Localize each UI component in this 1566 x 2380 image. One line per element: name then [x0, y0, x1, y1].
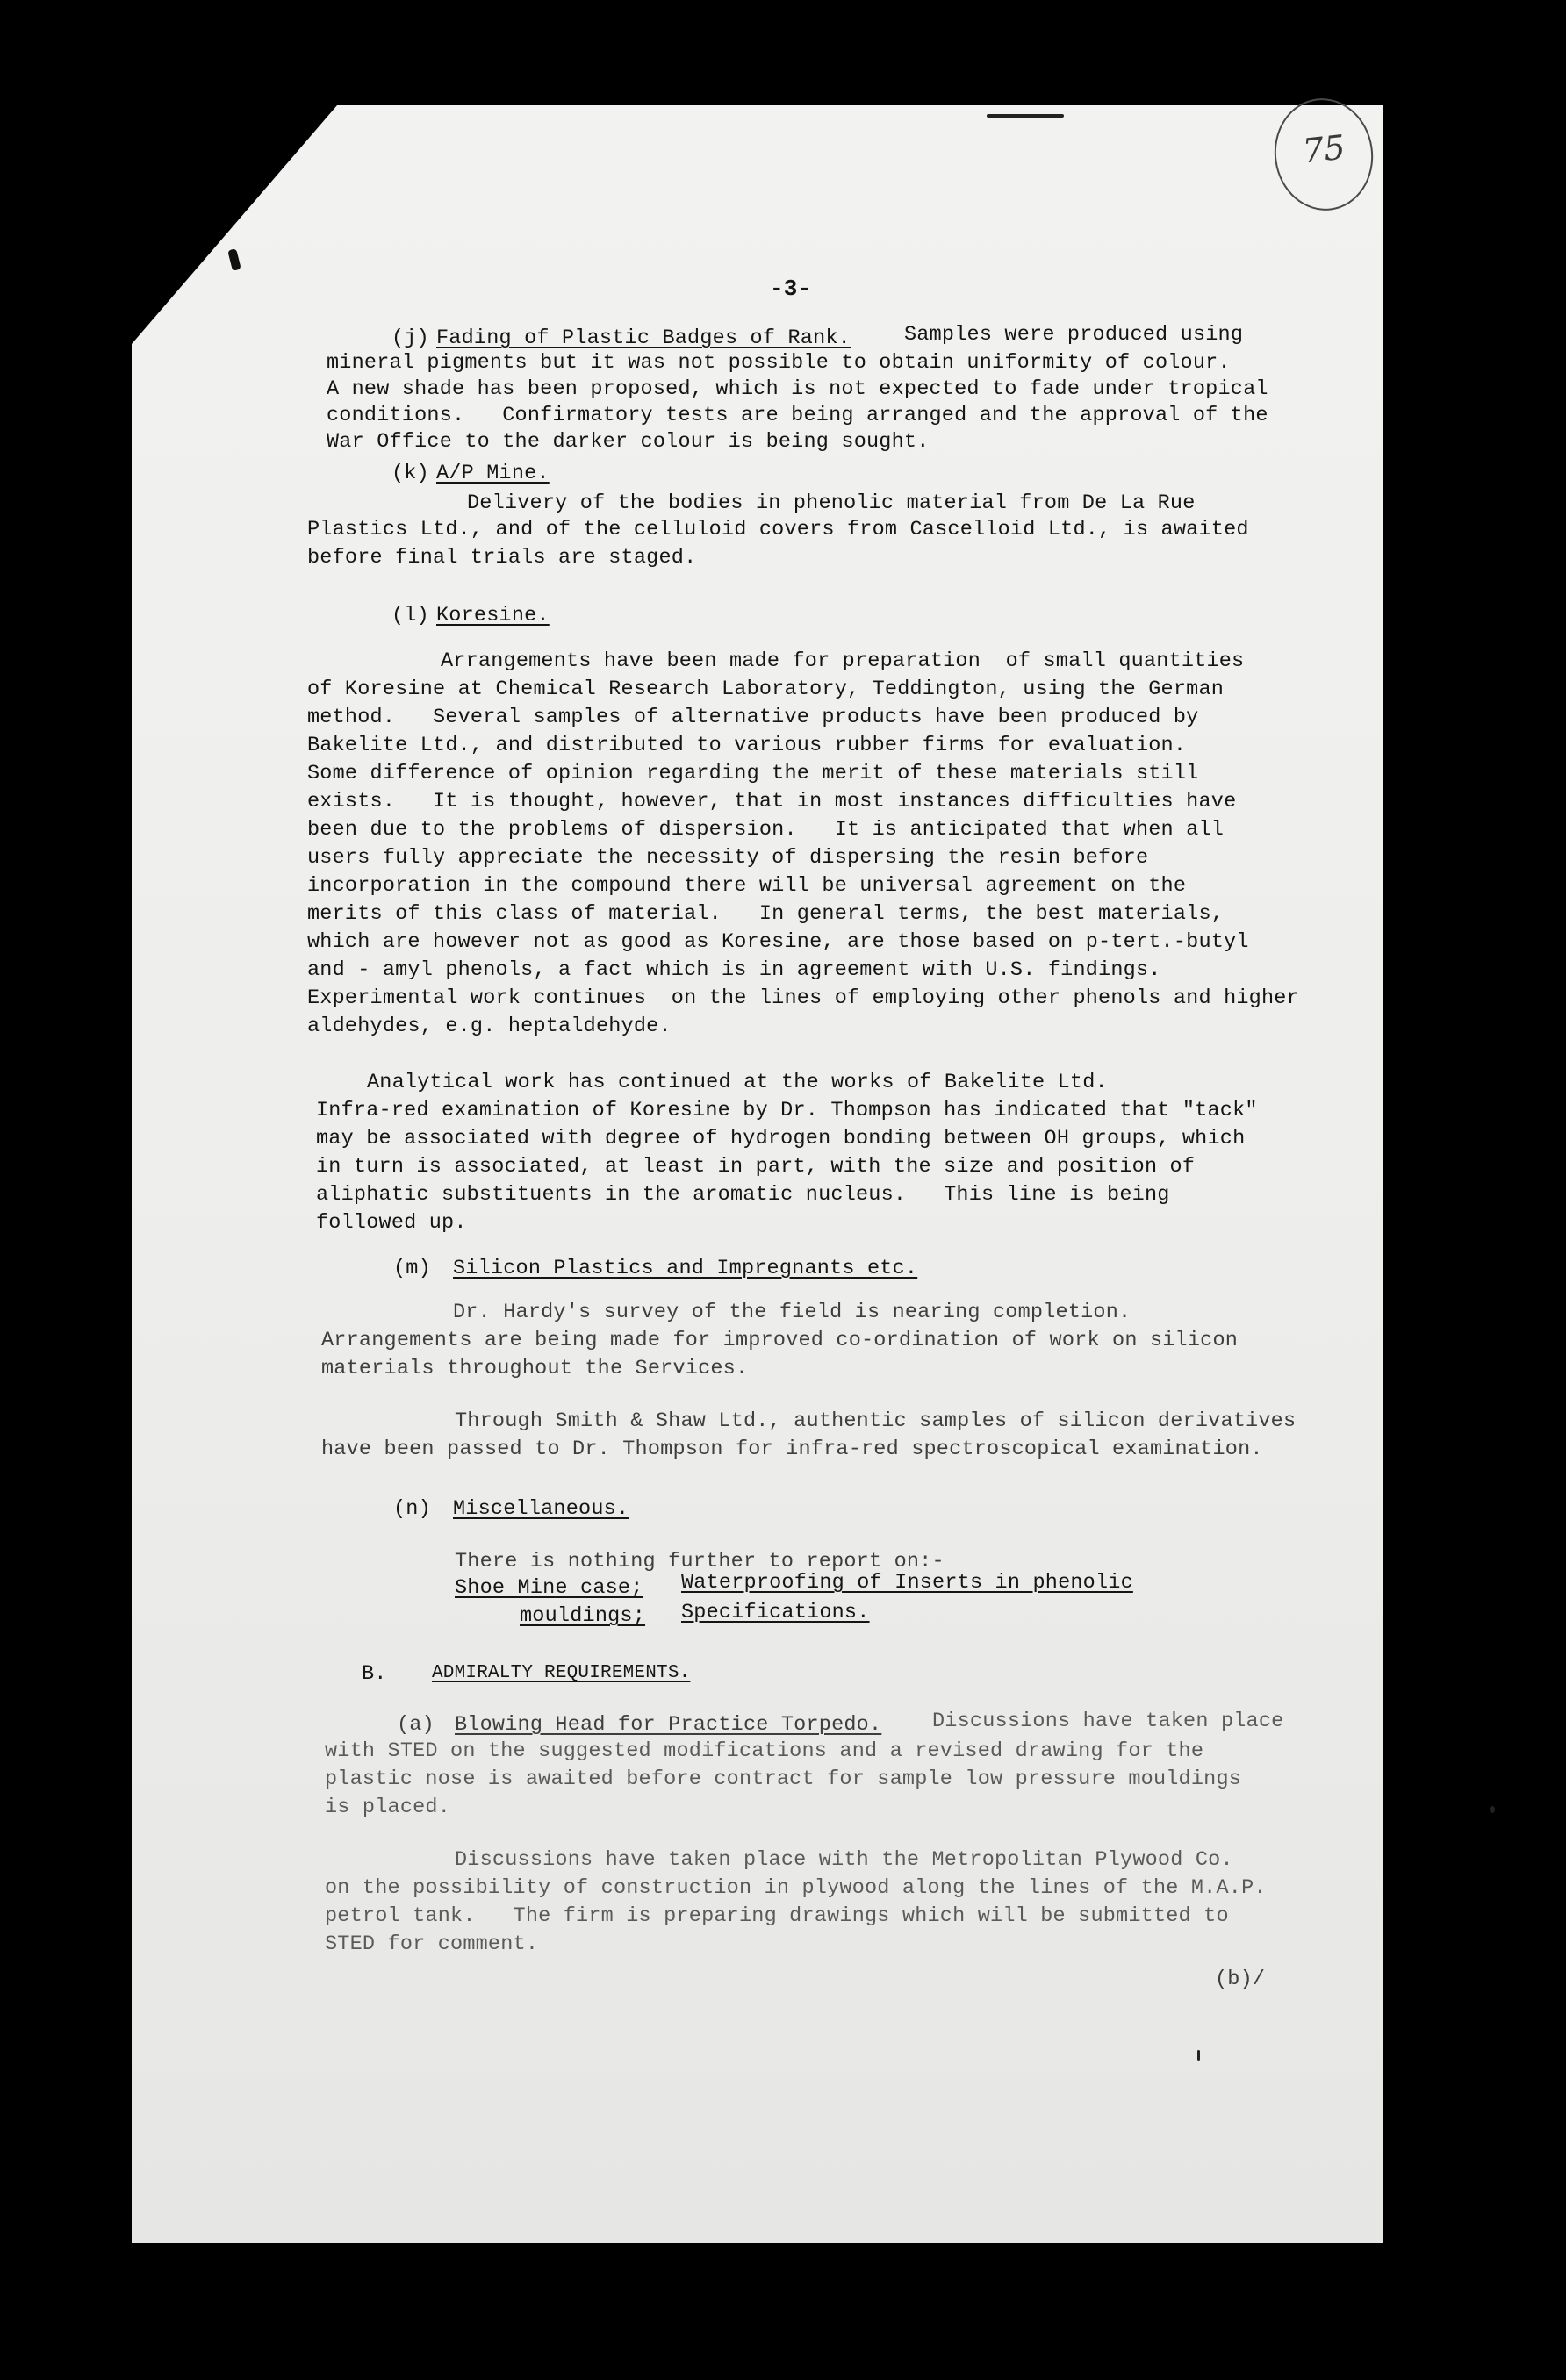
section-n-item: mouldings; — [520, 1604, 646, 1628]
section-m-para2-line: Through Smith & Shaw Ltd., authentic samples of silicon derivatives — [455, 1409, 1297, 1433]
continuation-ref: (b)/ — [1215, 1968, 1266, 1991]
section-l-para2-line: aliphatic substituents in the aromatic nucleus. This line is being — [316, 1183, 1170, 1207]
section-l-para1-line: exists. It is thought, however, that in most instances difficulties have — [307, 790, 1237, 814]
section-l-heading: Koresine. — [436, 604, 550, 627]
section-b-label: B. — [362, 1662, 387, 1686]
section-b-a-heading: Blowing Head for Practice Torpedo. — [455, 1713, 882, 1737]
section-m-para1-line: Arrangements are being made for improved co-ordination of work on silicon — [321, 1329, 1239, 1352]
section-m-heading: Silicon Plastics and Impregnants etc. — [453, 1257, 918, 1280]
page-number: -3- — [770, 276, 812, 302]
section-k-line: before final trials are staged. — [307, 546, 697, 570]
section-l-para1-line: Bakelite Ltd., and distributed to various rubber firms for evaluation. — [307, 734, 1187, 757]
section-l-para1-line: been due to the problems of dispersion. It is anticipated that when all — [307, 818, 1225, 842]
section-l-para1-line: and - amyl phenols, a fact which is in agreement with U.S. findings. — [307, 958, 1161, 982]
section-l-para2-line: followed up. — [316, 1211, 467, 1235]
section-b-a-line: is placed. — [325, 1796, 451, 1819]
section-j-heading: Fading of Plastic Badges of Rank. — [436, 326, 851, 350]
section-k-label: (k) — [392, 462, 429, 485]
section-j-line: Samples were produced using — [904, 323, 1244, 347]
section-j-label: (j) — [392, 326, 429, 350]
section-b-a-line: with STED on the suggested modifications and a revised drawing for the — [325, 1739, 1204, 1763]
section-m-label: (m) — [393, 1257, 431, 1280]
section-n-intro: There is nothing further to report on:- — [455, 1550, 945, 1574]
section-m-para1-line: Dr. Hardy's survey of the field is nearing completion. — [453, 1301, 1131, 1324]
section-j-line: conditions. Confirmatory tests are being arranged and the approval of the — [327, 404, 1268, 427]
section-k-line: Delivery of the bodies in phenolic material from De La Rue — [467, 491, 1196, 515]
section-l-para1-line: which are however not as good as Koresine, are those based on p-tert.-butyl — [307, 930, 1249, 954]
section-b-heading: ADMIRALTY REQUIREMENTS. — [432, 1663, 691, 1683]
section-l-para1-line: Experimental work continues on the lines of employing other phenols and higher — [307, 986, 1299, 1010]
section-k-heading: A/P Mine. — [436, 462, 550, 485]
section-n-label: (n) — [393, 1497, 431, 1521]
section-b-a-line: Discussions have taken place — [932, 1710, 1284, 1733]
section-n-item: Specifications. — [681, 1601, 870, 1624]
section-b-a-line: plastic nose is awaited before contract for sample low pressure mouldings — [325, 1767, 1242, 1791]
section-j-line: mineral pigments but it was not possible to obtain uniformity of colour. — [327, 351, 1231, 375]
section-l-para2-line: Infra-red examination of Koresine by Dr. Thompson has indicated that "tack" — [316, 1099, 1258, 1122]
section-j-line: War Office to the darker colour is being sought. — [327, 430, 930, 454]
section-l-para1-line: method. Several samples of alternative products have been produced by — [307, 706, 1199, 729]
section-l-para1-line: merits of this class of material. In general terms, the best materials, — [307, 902, 1225, 926]
section-n-item: Shoe Mine case; — [455, 1576, 643, 1600]
folio-number: 75 — [1300, 127, 1347, 171]
section-b-para2-line: STED for comment. — [325, 1932, 539, 1956]
section-n-item: Waterproofing of Inserts in phenolic — [681, 1571, 1133, 1595]
section-l-para2-line: Analytical work has continued at the works of Bakelite Ltd. — [367, 1071, 1108, 1094]
section-l-para1-line: Arrangements have been made for preparation of small quantities — [441, 649, 1245, 673]
section-m-para1-line: materials throughout the Services. — [321, 1357, 749, 1380]
section-l-label: (l) — [392, 604, 429, 627]
section-l-para1-line: incorporation in the compound there will be universal agreement on the — [307, 874, 1187, 898]
section-l-para1-line: aldehydes, e.g. heptaldehyde. — [307, 1014, 672, 1038]
section-k-line: Plastics Ltd., and of the celluloid covers from Cascelloid Ltd., is awaited — [307, 518, 1249, 541]
section-m-para2-line: have been passed to Dr. Thompson for infra-red spectroscopical examination. — [321, 1437, 1263, 1461]
section-l-para2-line: in turn is associated, at least in part, with the size and position of — [316, 1155, 1196, 1179]
section-b-para2-line: petrol tank. The firm is preparing drawings which will be submitted to — [325, 1904, 1229, 1928]
section-l-para1-line: of Koresine at Chemical Research Laboratory, Teddington, using the German — [307, 677, 1225, 701]
section-b-para2-line: on the possibility of construction in plywood along the lines of the M.A.P. — [325, 1876, 1267, 1900]
section-n-heading: Miscellaneous. — [453, 1497, 629, 1521]
section-b-a-label: (a) — [397, 1713, 435, 1737]
section-j-line: A new shade has been proposed, which is not expected to fade under tropical — [327, 377, 1268, 401]
section-l-para1-line: users fully appreciate the necessity of dispersing the resin before — [307, 846, 1149, 870]
section-l-para2-line: may be associated with degree of hydrogen bonding between OH groups, which — [316, 1127, 1246, 1151]
section-l-para1-line: Some difference of opinion regarding the merit of these materials still — [307, 762, 1199, 785]
section-b-para2-line: Discussions have taken place with the Metropolitan Plywood Co. — [455, 1848, 1233, 1872]
